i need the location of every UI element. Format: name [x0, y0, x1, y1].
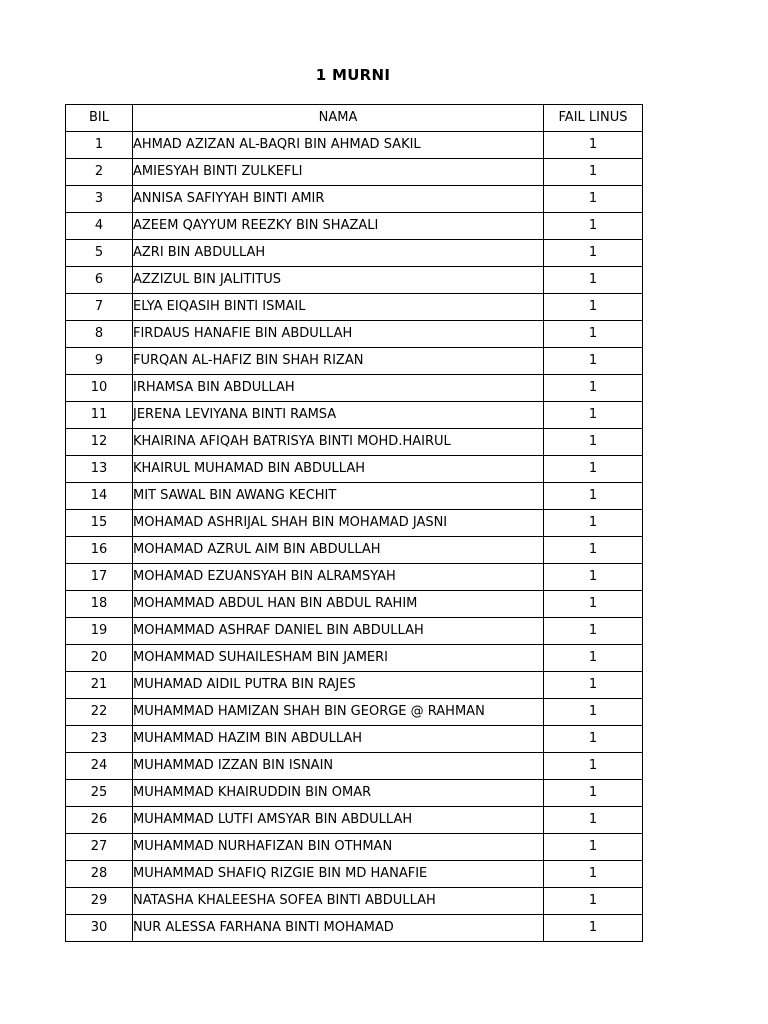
table-row [66, 645, 643, 672]
cell-nama: MIT SAWAL BIN AWANG KECHIT [133, 483, 544, 510]
cell-fail-linus: 1 [544, 699, 643, 726]
table-header-row [66, 105, 643, 132]
page-title: 1 MURNI [315, 66, 391, 84]
cell-bil: 25 [66, 780, 133, 807]
table-row [66, 537, 643, 564]
table-row [66, 834, 643, 861]
cell-fail-linus: 1 [544, 753, 643, 780]
cell-bil: 29 [66, 888, 133, 915]
cell-nama: ANNISA SAFIYYAH BINTI AMIR [133, 186, 544, 213]
cell-fail-linus: 1 [544, 672, 643, 699]
table-row [66, 429, 643, 456]
cell-fail-linus: 1 [544, 861, 643, 888]
cell-fail-linus: 1 [544, 537, 643, 564]
table-row [66, 456, 643, 483]
cell-nama: MUHAMAD AIDIL PUTRA BIN RAJES [133, 672, 544, 699]
cell-fail-linus: 1 [544, 267, 643, 294]
cell-nama: ELYA EIQASIH BINTI ISMAIL [133, 294, 544, 321]
cell-nama: MUHAMMAD IZZAN BIN ISNAIN [133, 753, 544, 780]
cell-fail-linus: 1 [544, 429, 643, 456]
cell-nama: AZZIZUL BIN JALITITUS [133, 267, 544, 294]
cell-bil: 27 [66, 834, 133, 861]
table-row [66, 807, 643, 834]
table-row [66, 294, 643, 321]
cell-fail-linus: 1 [544, 645, 643, 672]
table-row [66, 618, 643, 645]
cell-fail-linus: 1 [544, 510, 643, 537]
cell-bil: 21 [66, 672, 133, 699]
cell-fail-linus: 1 [544, 402, 643, 429]
cell-fail-linus: 1 [544, 159, 643, 186]
cell-fail-linus: 1 [544, 915, 643, 942]
cell-bil: 5 [66, 240, 133, 267]
table-row [66, 672, 643, 699]
cell-nama: AZEEM QAYYUM REEZKY BIN SHAZALI [133, 213, 544, 240]
header-fail-linus: FAIL LINUS [544, 105, 643, 132]
cell-nama: AHMAD AZIZAN AL-BAQRI BIN AHMAD SAKIL [133, 132, 544, 159]
table-row [66, 348, 643, 375]
cell-fail-linus: 1 [544, 240, 643, 267]
cell-bil: 18 [66, 591, 133, 618]
cell-nama: MOHAMAD AZRUL AIM BIN ABDULLAH [133, 537, 544, 564]
cell-bil: 1 [66, 132, 133, 159]
cell-nama: AMIESYAH BINTI ZULKEFLI [133, 159, 544, 186]
cell-nama: FIRDAUS HANAFIE BIN ABDULLAH [133, 321, 544, 348]
cell-fail-linus: 1 [544, 618, 643, 645]
cell-nama: MUHAMMAD LUTFI AMSYAR BIN ABDULLAH [133, 807, 544, 834]
cell-bil: 3 [66, 186, 133, 213]
cell-nama: NUR ALESSA FARHANA BINTI MOHAMAD [133, 915, 544, 942]
cell-nama: MUHAMMAD HAZIM BIN ABDULLAH [133, 726, 544, 753]
table-row [66, 780, 643, 807]
table-row [66, 888, 643, 915]
header-nama: NAMA [133, 105, 544, 132]
cell-bil: 8 [66, 321, 133, 348]
table-row [66, 375, 643, 402]
cell-fail-linus: 1 [544, 375, 643, 402]
cell-bil: 24 [66, 753, 133, 780]
cell-bil: 26 [66, 807, 133, 834]
table-row [66, 699, 643, 726]
cell-nama: KHAIRINA AFIQAH BATRISYA BINTI MOHD.HAIRUL [133, 429, 544, 456]
table-row [66, 159, 643, 186]
cell-bil: 6 [66, 267, 133, 294]
cell-nama: MUHAMMAD HAMIZAN SHAH BIN GEORGE @ RAHMAN [133, 699, 544, 726]
table-row [66, 321, 643, 348]
table-row [66, 483, 643, 510]
table-body [66, 132, 643, 942]
cell-bil: 19 [66, 618, 133, 645]
cell-nama: FURQAN AL-HAFIZ BIN SHAH RIZAN [133, 348, 544, 375]
cell-bil: 28 [66, 861, 133, 888]
cell-fail-linus: 1 [544, 591, 643, 618]
cell-nama: AZRI BIN ABDULLAH [133, 240, 544, 267]
cell-fail-linus: 1 [544, 213, 643, 240]
student-table [65, 104, 643, 942]
cell-nama: MUHAMMAD KHAIRUDDIN BIN OMAR [133, 780, 544, 807]
cell-nama: JERENA LEVIYANA BINTI RAMSA [133, 402, 544, 429]
cell-fail-linus: 1 [544, 564, 643, 591]
cell-bil: 20 [66, 645, 133, 672]
cell-fail-linus: 1 [544, 807, 643, 834]
table-row [66, 591, 643, 618]
cell-fail-linus: 1 [544, 888, 643, 915]
cell-bil: 13 [66, 456, 133, 483]
table-row [66, 726, 643, 753]
cell-nama: MOHAMMAD ASHRAF DANIEL BIN ABDULLAH [133, 618, 544, 645]
cell-nama: MOHAMAD EZUANSYAH BIN ALRAMSYAH [133, 564, 544, 591]
cell-nama: MUHAMMAD SHAFIQ RIZGIE BIN MD HANAFIE [133, 861, 544, 888]
cell-bil: 22 [66, 699, 133, 726]
cell-nama: MUHAMMAD NURHAFIZAN BIN OTHMAN [133, 834, 544, 861]
table-row [66, 402, 643, 429]
cell-fail-linus: 1 [544, 132, 643, 159]
header-bil: BIL [66, 105, 133, 132]
table-row [66, 915, 643, 942]
cell-bil: 2 [66, 159, 133, 186]
table-row [66, 186, 643, 213]
table-row [66, 564, 643, 591]
table-row [66, 753, 643, 780]
cell-nama: MOHAMMAD ABDUL HAN BIN ABDUL RAHIM [133, 591, 544, 618]
cell-fail-linus: 1 [544, 321, 643, 348]
table-row [66, 861, 643, 888]
cell-fail-linus: 1 [544, 456, 643, 483]
cell-bil: 9 [66, 348, 133, 375]
cell-bil: 11 [66, 402, 133, 429]
cell-nama: KHAIRUL MUHAMAD BIN ABDULLAH [133, 456, 544, 483]
table-row [66, 267, 643, 294]
cell-fail-linus: 1 [544, 780, 643, 807]
cell-bil: 14 [66, 483, 133, 510]
cell-bil: 15 [66, 510, 133, 537]
cell-bil: 23 [66, 726, 133, 753]
cell-nama: MOHAMMAD SUHAILESHAM BIN JAMERI [133, 645, 544, 672]
cell-bil: 4 [66, 213, 133, 240]
cell-nama: IRHAMSA BIN ABDULLAH [133, 375, 544, 402]
table-row [66, 213, 643, 240]
table-row [66, 510, 643, 537]
cell-bil: 17 [66, 564, 133, 591]
cell-fail-linus: 1 [544, 294, 643, 321]
cell-bil: 12 [66, 429, 133, 456]
cell-bil: 7 [66, 294, 133, 321]
cell-fail-linus: 1 [544, 726, 643, 753]
cell-bil: 16 [66, 537, 133, 564]
table-row [66, 132, 643, 159]
cell-bil: 10 [66, 375, 133, 402]
cell-nama: NATASHA KHALEESHA SOFEA BINTI ABDULLAH [133, 888, 544, 915]
cell-fail-linus: 1 [544, 186, 643, 213]
table-row [66, 240, 643, 267]
cell-nama: MOHAMAD ASHRIJAL SHAH BIN MOHAMAD JASNI [133, 510, 544, 537]
cell-fail-linus: 1 [544, 834, 643, 861]
cell-fail-linus: 1 [544, 483, 643, 510]
cell-fail-linus: 1 [544, 348, 643, 375]
cell-bil: 30 [66, 915, 133, 942]
